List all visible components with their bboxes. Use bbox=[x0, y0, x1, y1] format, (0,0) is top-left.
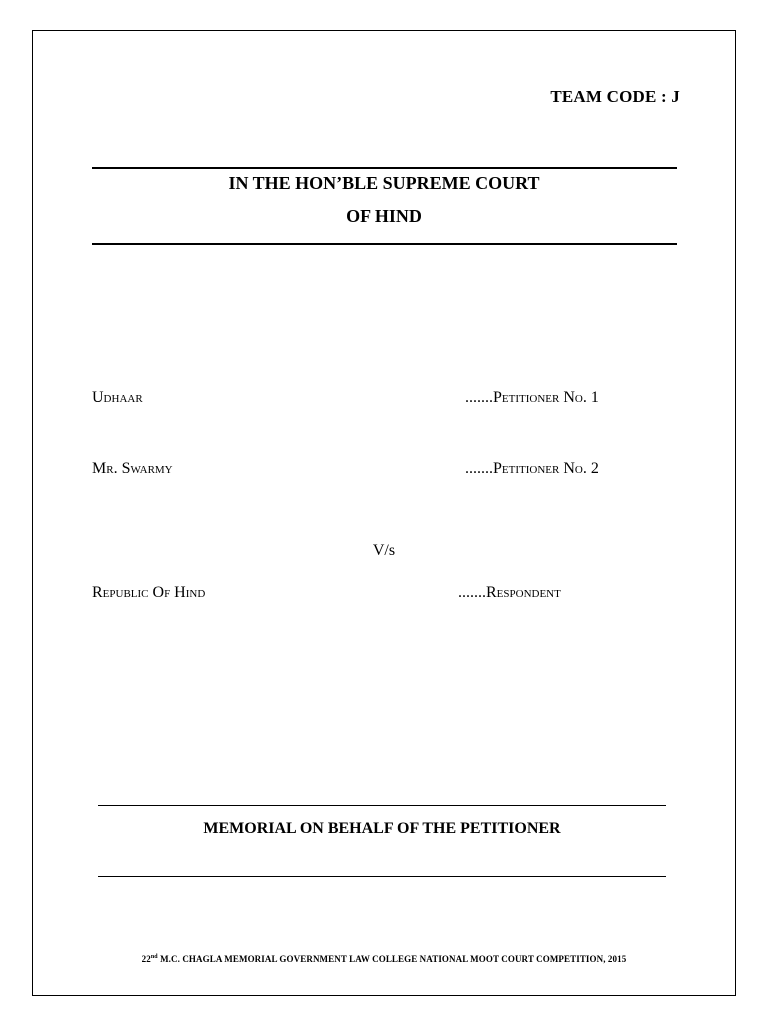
memorial-top-rule bbox=[98, 805, 666, 806]
petitioner-1-role: .......Petitioner No. 1 bbox=[465, 389, 599, 406]
court-bottom-rule bbox=[92, 243, 677, 245]
court-title-line1: IN THE HON’BLE SUPREME COURT bbox=[228, 173, 540, 193]
memorial-bottom-rule bbox=[98, 876, 666, 877]
memorial-title: MEMORIAL ON BEHALF OF THE PETITIONER bbox=[203, 820, 561, 837]
versus-label: V/s bbox=[372, 542, 396, 559]
petitioner-2-role: .......Petitioner No. 2 bbox=[465, 460, 599, 477]
team-code: TEAM CODE : J bbox=[550, 87, 680, 106]
footer-edition-suffix: nd bbox=[150, 954, 158, 960]
respondent-name: Republic Of Hind bbox=[92, 584, 206, 601]
footer-text: M.C. CHAGLA MEMORIAL GOVERNMENT LAW COLLEGE NATIONAL MOOT COURT COMPETITION, 2015 bbox=[157, 954, 627, 964]
court-top-rule bbox=[92, 167, 677, 169]
footer-edition: 22 bbox=[141, 954, 151, 964]
petitioner-1-name: Udhaar bbox=[92, 389, 143, 406]
court-title-line2: OF HIND bbox=[346, 206, 422, 226]
competition-footer bbox=[32, 954, 736, 964]
respondent-role: .......Respondent bbox=[458, 584, 561, 601]
petitioner-2-name: Mr. Swarmy bbox=[92, 460, 173, 477]
